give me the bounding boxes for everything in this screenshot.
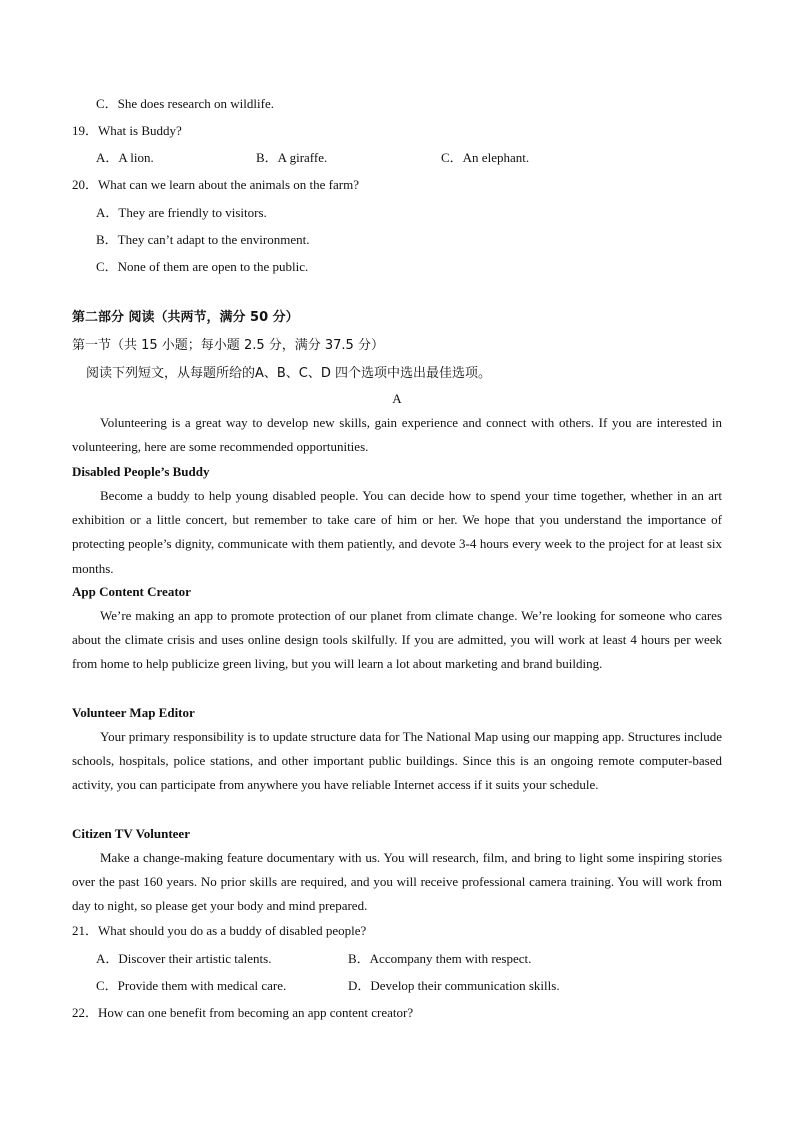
q20-stem: 20．What can we learn about the animals on the farm?: [72, 177, 359, 192]
passage-intro-text: Volunteering is a great way to develop new skills, gain experience and connect with others. If you are interested in volunteering, here are some recommended opportunities.: [72, 415, 722, 455]
heading-tv-volunteer: Citizen TV Volunteer: [72, 826, 190, 841]
q20-option-b: B．They can’t adapt to the environment.: [96, 232, 310, 247]
body-map-editor: [72, 725, 722, 798]
body-disabled-buddy-text: Become a buddy to help young disabled people. You can decide how to spend your time together, whether in an art exhibition or a little concert, but remember to take care of him or her. We hope that you understand the importance of protecting people’s dignity, communicate with them patiently, and devote 3-4 hours every week to the project for at least six months.: [72, 488, 722, 576]
q22-stem: 22．How can one benefit from becoming an app content creator?: [72, 1005, 414, 1020]
q21-option-b: B．Accompany them with respect.: [348, 951, 532, 966]
q19-option-b: B．A giraffe.: [256, 150, 328, 165]
body-tv-volunteer: [72, 846, 722, 919]
heading-disabled-buddy: Disabled People’s Buddy: [72, 464, 210, 479]
body-map-editor-text: Your primary responsibility is to update structure data for The National Map using our mapping app. Structures include schools, hospitals, police stations, and other important public buildings. Since this is an ongoing remote computer-based activity, you can participate from anywhere you have reliable Internet access if it suits your schedule.: [72, 729, 722, 793]
q21-option-c: C．Provide them with medical care.: [96, 978, 287, 993]
body-app-creator-text: We’re making an app to promote protection of our planet from climate change. We’re looking for someone who cares about the climate crisis and uses online design tools skilfully. If you are admitted, you will work at least 4 hours per week from home to help publicize green living, but you will learn a lot about marketing and brand building.: [72, 608, 722, 672]
q18-option-c: C．She does research on wildlife.: [96, 96, 274, 111]
body-app-creator: [72, 604, 722, 677]
heading-app-creator: App Content Creator: [72, 584, 191, 599]
heading-map-editor: Volunteer Map Editor: [72, 705, 195, 720]
q19-option-c: C．An elephant.: [441, 150, 530, 165]
section-title: 第二部分 阅读（共两节，满分 50 分）: [72, 310, 299, 325]
section-instruction: 阅读下列短文，从每题所给的A、B、C、D 四个选项中选出最佳选项。: [86, 366, 492, 381]
body-disabled-buddy: [72, 484, 722, 581]
section-subtitle: 第一节（共 15 小题；每小题 2.5 分，满分 37.5 分）: [72, 338, 384, 353]
passage-label: A: [392, 391, 402, 406]
q21-option-d: D．Develop their communication skills.: [348, 978, 560, 993]
q20-option-c: C．None of them are open to the public.: [96, 259, 309, 274]
q19-stem: 19．What is Buddy?: [72, 123, 182, 138]
q21-option-a: A．Discover their artistic talents.: [96, 951, 272, 966]
q21-stem: 21．What should you do as a buddy of disabled people?: [72, 923, 367, 938]
q20-option-a: A．They are friendly to visitors.: [96, 205, 267, 220]
passage-intro: [72, 411, 722, 459]
q19-option-a: A．A lion.: [96, 150, 154, 165]
body-tv-volunteer-text: Make a change-making feature documentary with us. You will research, film, and bring to light some inspiring stories over the past 160 years. No prior skills are required, and you will receive professional camera training. You will work from day to night, so please get your body and mind prepared.: [72, 850, 722, 914]
